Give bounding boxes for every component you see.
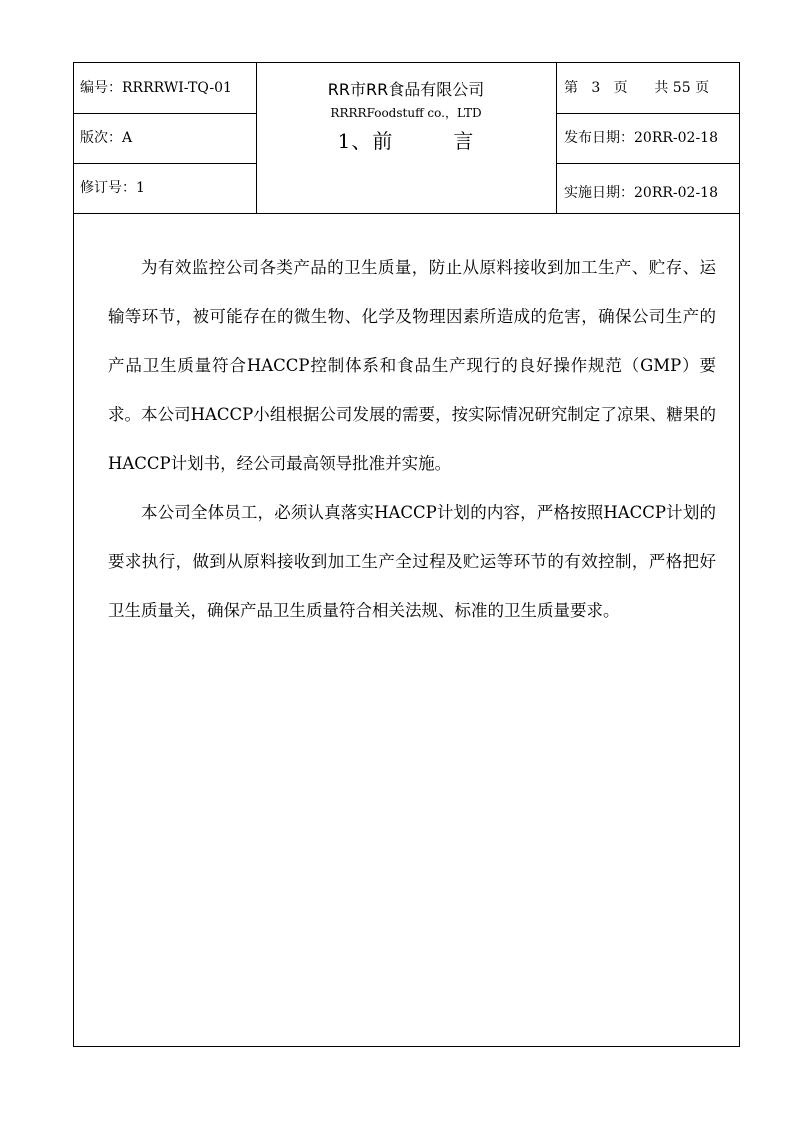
revision: 修订号：1	[80, 180, 145, 196]
page-label: 页	[695, 80, 710, 96]
version: 版次：A	[80, 130, 133, 146]
company-name-cn: RR市RR食品有限公司	[327, 80, 485, 99]
body-paragraph: 本公司全体员工，必须认真落实HACCP计划的内容，严格按照HACCP计划的要求执行，做到从原料接收到加工生产全过程及贮运等环节的有效控制，严格把好卫生质量关，确保产品卫生质量符合相关法规、标准的卫生质量要求。	[108, 503, 716, 620]
document-body	[108, 243, 716, 635]
section-title-start: 1、前	[337, 129, 394, 153]
page-label: 页	[613, 80, 628, 96]
header-row-line	[74, 113, 256, 114]
body-paragraph: 为有效监控公司各类产品的卫生质量，防止从原料接收到加工生产、贮存、运输等环节，被可能存在的微生物、化学及物理因素所造成的危害，确保公司生产的产品卫生质量符合HACCP控制体系和食品生产现行的良好操作规范（GMP）要求。本公司HACCP小组根据公司发展的需要，按实际情况研究制定了凉果、糖果的HACCP计划书，经公司最高领导批准并实施。	[108, 258, 716, 473]
header-row-line	[74, 163, 256, 164]
header-table	[74, 63, 739, 214]
effective-date: 实施日期：20RR-02-18	[564, 185, 718, 201]
document-frame	[73, 62, 740, 1047]
page-label: 第	[564, 80, 578, 96]
page-info	[564, 79, 709, 97]
page-label: 共	[654, 80, 669, 96]
header-row-line	[556, 113, 739, 114]
page-total: 55	[672, 80, 691, 96]
section-title-end: 言	[453, 129, 475, 153]
doc-number: 编号：RRRRWI-TQ-01	[80, 80, 232, 96]
publish-date: 发布日期：20RR-02-18	[564, 130, 718, 146]
header-divider-right	[556, 63, 557, 213]
company-name-en: RRRRFoodstuff co.，LTD	[330, 106, 482, 120]
section-title	[256, 125, 556, 154]
header-row-line	[556, 163, 739, 164]
page-current: 3	[591, 80, 601, 96]
